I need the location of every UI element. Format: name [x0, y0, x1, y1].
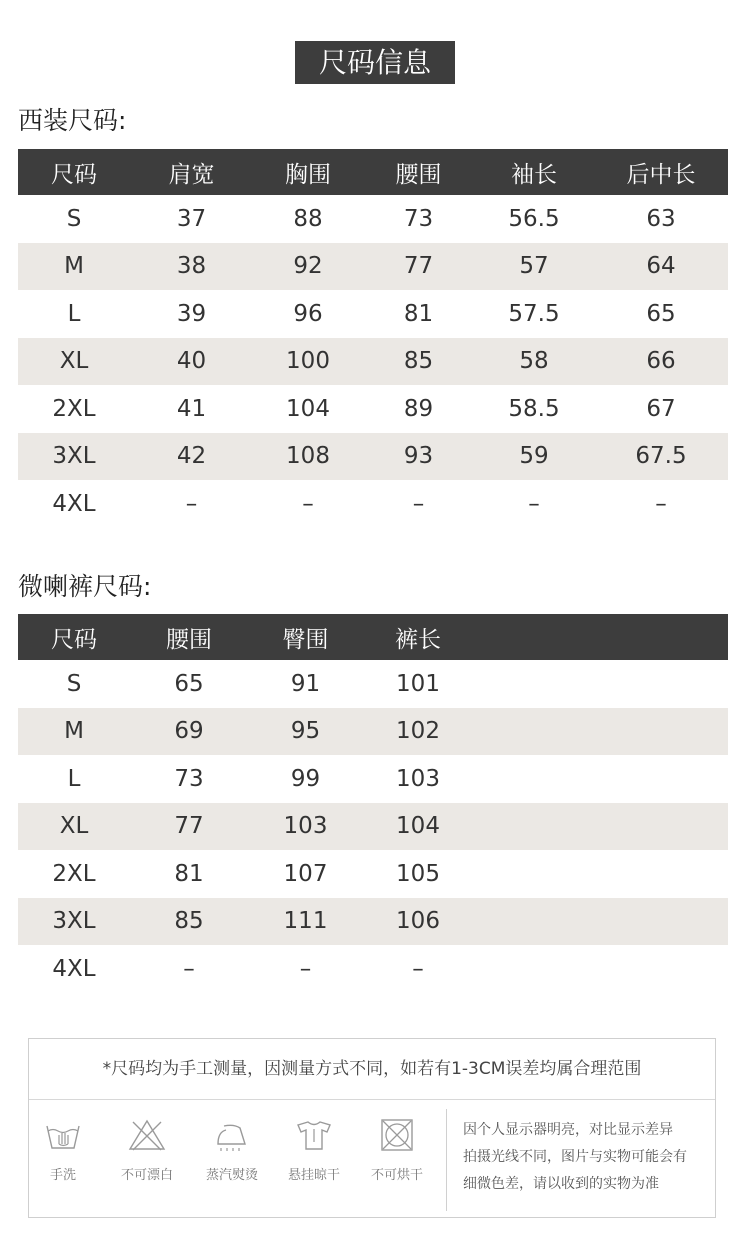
header-cell: 胸围 — [253, 149, 363, 195]
title-wrapper — [0, 41, 750, 84]
table-header-row — [18, 149, 728, 195]
table-cell: – — [299, 955, 312, 982]
care-item-steam-iron — [192, 1118, 272, 1183]
header-cell: 肩宽 — [130, 149, 253, 195]
care-item-no-bleach — [107, 1118, 187, 1183]
table-cell: 105 — [396, 860, 440, 887]
table-cell: 2XL — [52, 395, 96, 422]
table-cell: – — [412, 955, 424, 982]
disclaimer-line: 拍摄光线不同，图片与实物可能会有 — [463, 1149, 687, 1165]
table-cell: – — [185, 490, 198, 517]
table-cell: 59 — [474, 433, 594, 481]
care-item-hang-dry — [274, 1118, 354, 1183]
care-label: 悬挂晾干 — [287, 1168, 340, 1183]
table-row — [18, 480, 728, 528]
pants-size-label: 微喇裤尺码: — [18, 572, 152, 601]
table-cell: M — [18, 708, 130, 756]
table-cell: 95 — [248, 708, 363, 756]
table-cell: 67.5 — [594, 433, 728, 481]
table-cell: 3XL — [18, 898, 130, 946]
table-row — [18, 338, 728, 386]
table-row — [18, 898, 728, 946]
table-cell: 63 — [646, 205, 676, 232]
care-label: 不可烘干 — [370, 1168, 423, 1183]
table-cell: 96 — [293, 300, 323, 327]
suit-size-label: 西装尺码: — [18, 106, 127, 135]
table-cell: 66 — [594, 338, 728, 386]
table-cell: 93 — [363, 433, 474, 481]
table-cell: 3XL — [18, 433, 130, 481]
table-cell: 111 — [248, 898, 363, 946]
hand-wash-icon — [43, 1118, 83, 1152]
table-cell: 103 — [396, 765, 440, 792]
table-row — [18, 290, 728, 338]
table-row — [18, 195, 728, 243]
table-cell: 81 — [174, 860, 204, 887]
care-label: 不可漂白 — [120, 1168, 173, 1183]
table-cell: 77 — [363, 243, 474, 291]
table-cell: 81 — [403, 300, 434, 327]
table-cell: L — [67, 300, 81, 327]
table-cell: 57 — [474, 243, 594, 291]
disclaimer-line: 细微色差，请以收到的实物为准 — [463, 1176, 659, 1192]
row-filler — [473, 803, 728, 851]
table-cell: S — [66, 205, 82, 232]
table-cell: – — [655, 490, 667, 517]
table-row — [18, 385, 728, 433]
care-info-box — [28, 1038, 716, 1218]
table-cell: 4XL — [52, 955, 96, 982]
table-cell: 85 — [130, 898, 248, 946]
divider — [446, 1109, 447, 1211]
header-cell: 后中长 — [594, 149, 728, 195]
care-icons — [29, 1100, 446, 1218]
table-cell: 67 — [646, 395, 676, 422]
header-cell: 尺码 — [18, 614, 130, 660]
table-cell: 100 — [253, 338, 363, 386]
table-row — [18, 660, 728, 708]
disclaimer-line: 因个人显示器明亮，对比显示差异 — [463, 1122, 673, 1138]
care-item-hand-wash — [23, 1118, 103, 1183]
table-row — [18, 708, 728, 756]
row-filler — [473, 660, 728, 708]
suit-size-table — [18, 149, 728, 528]
table-cell: XL — [18, 803, 130, 851]
table-cell: 106 — [363, 898, 473, 946]
table-cell: 42 — [130, 433, 253, 481]
table-cell: L — [67, 765, 81, 792]
care-item-no-tumble-dry — [357, 1118, 437, 1183]
header-cell: 腰围 — [363, 149, 474, 195]
header-cell: 腰围 — [130, 614, 248, 660]
steam-iron-icon — [212, 1118, 252, 1152]
table-cell: 77 — [130, 803, 248, 851]
table-cell: – — [302, 490, 314, 517]
header-cell: 尺码 — [18, 149, 130, 195]
table-row — [18, 850, 728, 898]
table-cell: – — [528, 490, 540, 517]
table-cell: 56.5 — [508, 205, 560, 232]
pants-size-table — [18, 614, 728, 993]
color-disclaimer — [463, 1117, 713, 1198]
header-cell: 袖长 — [474, 149, 594, 195]
table-cell: 99 — [290, 765, 321, 792]
table-row — [18, 755, 728, 803]
table-cell: 73 — [174, 765, 204, 792]
table-cell: – — [412, 490, 425, 517]
table-cell: 104 — [286, 395, 330, 422]
table-cell: 69 — [130, 708, 248, 756]
table-cell: 89 — [403, 395, 434, 422]
table-cell: 57.5 — [508, 300, 560, 327]
table-cell: 64 — [594, 243, 728, 291]
row-filler — [473, 898, 728, 946]
table-header-row — [18, 614, 728, 660]
no-bleach-icon — [127, 1118, 167, 1152]
table-cell: 65 — [174, 670, 204, 697]
table-cell: 104 — [363, 803, 473, 851]
table-cell: 38 — [130, 243, 253, 291]
table-cell: 85 — [363, 338, 474, 386]
no-tumble-dry-icon — [377, 1118, 417, 1152]
table-cell: 88 — [293, 205, 323, 232]
table-cell: 65 — [646, 300, 676, 327]
table-cell: 58 — [474, 338, 594, 386]
table-cell: M — [18, 243, 130, 291]
table-cell: 41 — [176, 395, 207, 422]
table-cell: S — [66, 670, 82, 697]
table-cell: 92 — [253, 243, 363, 291]
row-filler — [473, 755, 728, 803]
measurement-note: *尺码均为手工测量，因测量方式不同，如若有1-3CM误差均属合理范围 — [29, 1039, 715, 1100]
table-cell: 40 — [130, 338, 253, 386]
table-cell: 4XL — [52, 490, 96, 517]
table-cell: 58.5 — [508, 395, 560, 422]
table-cell: 101 — [396, 670, 440, 697]
table-cell: XL — [18, 338, 130, 386]
table-cell: 2XL — [52, 860, 96, 887]
table-cell: 73 — [403, 205, 434, 232]
table-cell: – — [183, 955, 195, 982]
table-row — [18, 945, 728, 993]
hang-dry-icon — [294, 1118, 334, 1152]
header-filler — [473, 614, 728, 660]
table-cell: 102 — [363, 708, 473, 756]
table-row — [18, 803, 728, 851]
table-cell: 37 — [176, 205, 207, 232]
row-filler — [473, 945, 728, 993]
table-row — [18, 243, 728, 291]
header-cell: 臀围 — [248, 614, 363, 660]
care-label: 手洗 — [49, 1168, 76, 1183]
table-cell: 91 — [290, 670, 321, 697]
table-cell: 39 — [176, 300, 207, 327]
row-filler — [473, 708, 728, 756]
row-filler — [473, 850, 728, 898]
table-cell: 103 — [248, 803, 363, 851]
table-cell: 107 — [283, 860, 328, 887]
header-cell: 裤长 — [363, 614, 473, 660]
care-label: 蒸汽熨烫 — [205, 1168, 258, 1183]
table-row — [18, 433, 728, 481]
page-title: 尺码信息 — [295, 41, 455, 84]
table-cell: 108 — [253, 433, 363, 481]
